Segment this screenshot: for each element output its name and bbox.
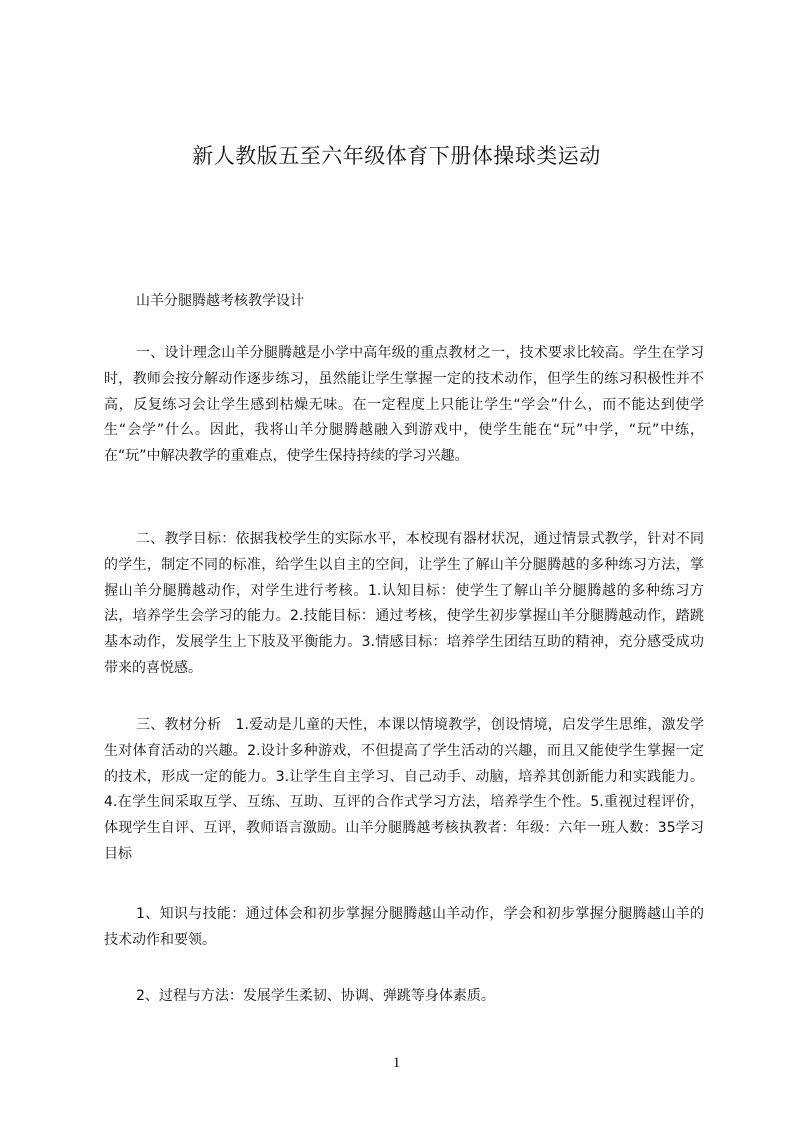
section-subtitle: 山羊分腿腾越考核教学设计 bbox=[136, 293, 304, 309]
page-number: 1 bbox=[392, 1055, 401, 1071]
paragraph-material-analysis: 三、教材分析 1.爱动是儿童的天性，本课以情境教学，创设情境，启发学生思维，激发学生对体育活动的兴趣。2.设计多种游戏，不但提高了学生活动的兴趣，而且又能使学生掌握一定的技术，形成一定的能力。3.让学生自主学习、自己动手、动脑，培养其创新能力和实践能力。4.在学生间采取互学、互练、互助、互评的合作式学习方法，培养学生个性。5.重视过程评价，体现学生自评、互评，教师语言激励。山羊分腿腾越考核执教者：年级：六年一班人数：35学习目标 bbox=[104, 717, 704, 862]
paragraph-knowledge-skills: 1、知识与技能：通过体会和初步掌握分腿腾越山羊动作，学会和初步掌握分腿腾越山羊的技术动作和要领。 bbox=[104, 906, 704, 948]
paragraph-teaching-objectives: 二、教学目标：依据我校学生的实际水平，本校现有器材状况，通过情景式教学，针对不同的学生，制定不同的标准，给学生以自主的空间，让学生了解山羊分腿腾越的多种练习方法，掌握山羊分腿腾越动作，对学生进行考核。1.认知目标：使学生了解山羊分腿腾越的多种练习方法，培养学生会学习的能力。2.技能目标：通过考核，使学生初步掌握山羊分腿腾越动作，踏跳基本动作，发展学生上下肢及平衡能力。3.情感目标：培养学生团结互助的精神，充分感受成功带来的喜悦感。 bbox=[104, 531, 704, 676]
paragraph-design-concept: 一、设计理念山羊分腿腾越是小学中高年级的重点教材之一，技术要求比较高。学生在学习时，教师会按分解动作逐步练习，虽然能让学生掌握一定的技术动作，但学生的练习积极性并不高，反复练习会让学生感到枯燥无味。在一定程度上只能让学生“学会”什么，而不能达到使学生“会学”什么。因此，我将山羊分腿腾越融入到游戏中，使学生能在“玩”中学，“玩”中练，在“玩”中解决教学的重难点，使学生保持持续的学习兴趣。 bbox=[104, 345, 704, 465]
paragraph-process-methods: 2、过程与方法：发展学生柔韧、协调、弹跳等身体素质。 bbox=[136, 988, 495, 1004]
document-title: 新人教版五至六年级体育下册体操球类运动 bbox=[192, 144, 601, 168]
